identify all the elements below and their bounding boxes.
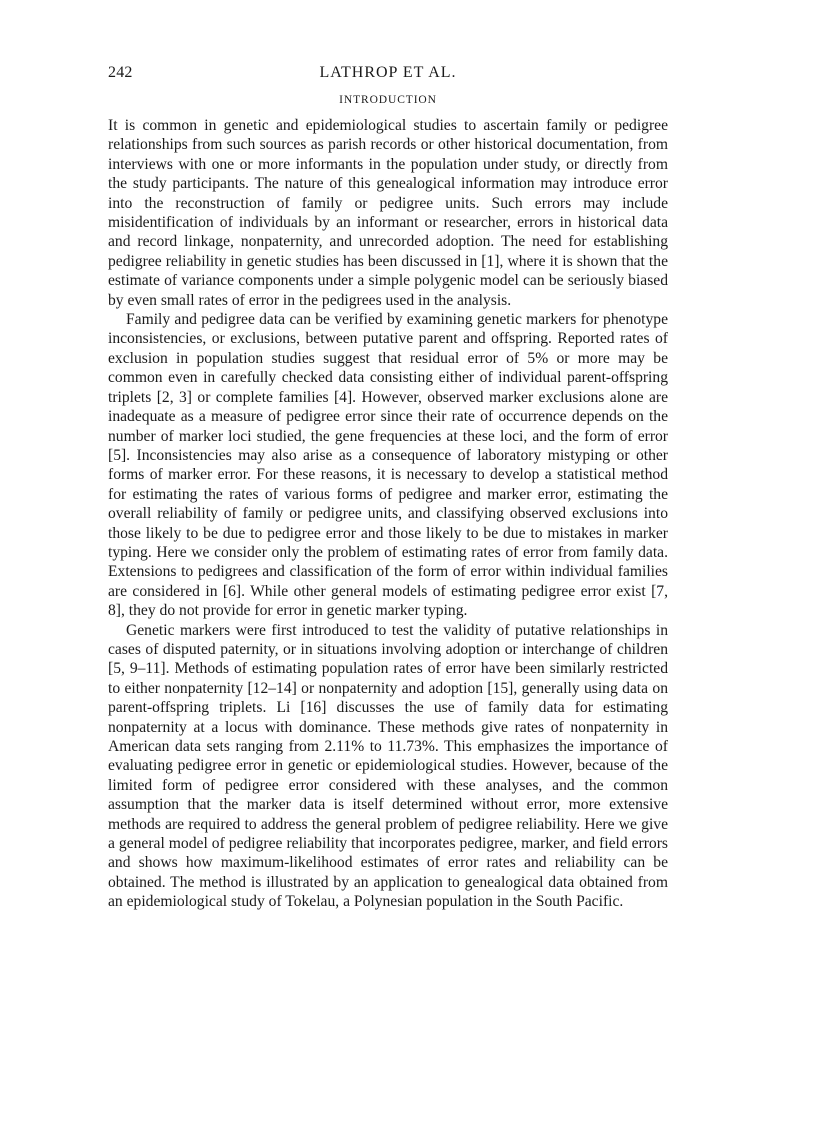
paragraph-2: Family and pedigree data can be verified by examining genetic markers for phenotype inconsistencies, or exclusions, between putative parent and offspring. Reported rates of exclusion in population studies suggest that residual error of 5% or more may be common even in carefully checked data consisting either of individual parent-offspring triplets [2, 3] or complete families [4]. However, observed marker exclusions alone are inadequate as a measure of pedigree error since their rate of occurrence depends on the number of marker loci studied, the gene frequencies at these loci, and the form of error [5]. Inconsistencies may also arise as a consequence of laboratory mistyping or other forms of marker error. For these reasons, it is necessary to develop a statistical method for estimating the rates of various forms of pedigree and marker error, estimating the overall reliability of family or pedigree units, and classifying observed exclusions into those likely to be due to pedigree error and those likely to be due to mistakes in marker typing. Here we consider only the problem of estimating rates of error from family data. Extensions to pedigrees and classification of the form of error within individual families are considered in [6]. While other general models of estimating pedigree error exist [7, 8], they do not provide for error in genetic marker typing. [108, 311, 668, 620]
running-title: LATHROP ET AL. [319, 64, 457, 81]
paragraph-3: Genetic markers were first introduced to test the validity of putative relationships in cases of disputed paternity, or in situations involving adoption or interchange of children [5, 9–11]. Methods of estimating population rates of error have been similarly restricted to either nonpaternity [12–14] or nonpaternity and adoption [15], generally using data on parent-offspring triplets. Li [16] discusses the use of family data for estimating nonpaternity at a locus with dominance. These methods give rates of nonpaternity in American data sets ranging from 2.11% to 11.73%. This emphasizes the importance of evaluating pedigree error in genetic or epidemiological studies. However, because of the limited form of pedigree error considered with these analyses, and the common assumption that the marker data is itself determined without error, more extensive methods are required to address the general problem of pedigree reliability. Here we give a general model of pedigree reliability that incorporates pedigree, marker, and field errors and shows how maximum-likelihood estimates of error rates and reliability can be obtained. The method is illustrated by an application to genealogical data obtained from an epidemiological study of Tokelau, a Polynesian population in the South Pacific. [108, 621, 668, 911]
running-header [108, 62, 668, 90]
paragraph-1: It is common in genetic and epidemiological studies to ascertain family or pedigree relationships from such sources as parish records or other historical documentation, from interviews with one or more informants in the population under study, or directly from the study participants. The nature of this genealogical information may introduce error into the reconstruction of family or pedigree units. Such errors may include misidentification of individuals by an informant or researcher, errors in historical data and record linkage, nonpaternity, and unrecorded adoption. The need for establishing pedigree reliability in genetic studies has been discussed in [1], where it is shown that the estimate of variance components under a simple polygenic model can be seriously biased by even small rates of error in the pedigrees used in the analysis. [108, 117, 668, 309]
body-text [108, 116, 668, 912]
page-number: 242 [108, 64, 133, 81]
section-heading: INTRODUCTION [339, 94, 437, 106]
journal-page [108, 62, 668, 912]
